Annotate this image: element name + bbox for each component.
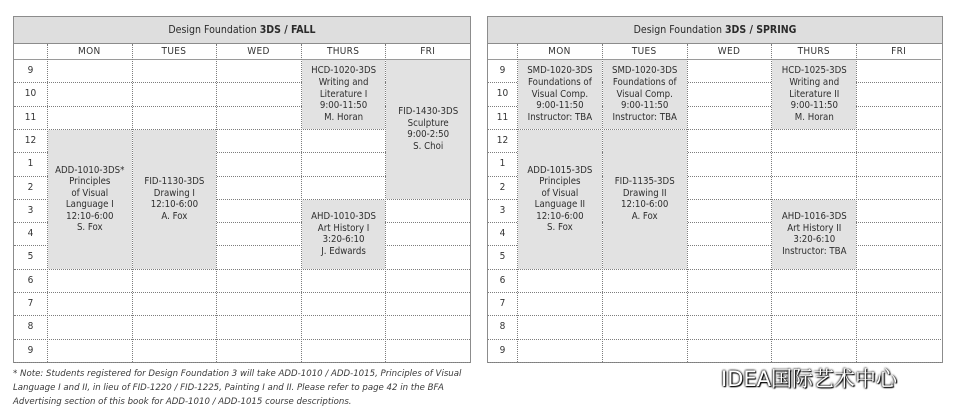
course-line: Literature II: [789, 88, 840, 100]
fall-course-text: [311, 211, 376, 257]
fall-schedule: [13, 16, 471, 363]
course-line: 9:00-2:50: [407, 129, 450, 141]
course-line: 12:10-6:00: [66, 210, 114, 222]
course-line: AHD-1016-3DS: [781, 211, 847, 223]
course-line: A. Fox: [161, 210, 188, 222]
spring-row-divider: [488, 269, 941, 270]
spring-column-divider: [856, 44, 857, 362]
course-line: Foundations of: [612, 77, 677, 89]
fall-day-header: THURS: [326, 46, 360, 57]
spring-course-block: [603, 130, 687, 269]
spring-hour-label: 7: [499, 298, 506, 309]
spring-day-header: THURS: [797, 46, 830, 57]
spring-hour-label: 3: [499, 204, 506, 216]
spring-schedule-title: Design Foundation 3DS / SPRING: [488, 17, 942, 44]
course-line: Principles: [69, 176, 111, 188]
spring-hour-label: 8: [499, 321, 506, 333]
course-line: 9:00-11:50: [319, 100, 368, 112]
spring-course-text: [782, 65, 847, 123]
fall-schedule-title: Design Foundation 3DS / FALL: [14, 17, 470, 44]
fall-row-divider: [14, 292, 470, 293]
course-line: A. Fox: [631, 210, 658, 222]
fall-day-header: FRI: [420, 46, 436, 57]
course-line: M. Horan: [324, 111, 364, 123]
fall-hour-label: 9: [27, 344, 34, 356]
course-line: HCD-1020-3DS: [311, 65, 377, 77]
course-line: 3:20-6:10: [322, 234, 365, 246]
spring-hour-label: 9: [499, 65, 506, 76]
course-line: Writing and: [789, 77, 840, 89]
course-line: Instructor: TBA: [612, 111, 677, 123]
fall-hour-label: 8: [27, 321, 34, 333]
footnote: * Note: Students registered for Design Foundation 3 will take ADD-1010 / ADD-1015, Principles of Visual Language I and II, in lieu of FID-1220 / FID-1225, Painting I and II. Please refer to page 42 in the BFA Advertising section of this book for ADD-1010 / ADD-1015 course descriptions.: [13, 369, 462, 407]
course-line: FID-1130-3DS: [144, 176, 205, 188]
course-line: Language II: [534, 199, 586, 211]
fall-column-divider: [216, 44, 217, 362]
course-line: 9:00-11:50: [621, 100, 669, 112]
spring-hour-label: 5: [499, 251, 506, 263]
course-line: SMD-1020-3DS: [612, 65, 678, 77]
fall-course-text: [144, 176, 204, 222]
course-line: S. Fox: [547, 222, 573, 234]
fall-row-divider: [14, 362, 470, 363]
fall-hour-label: 10: [24, 88, 37, 100]
spring-hour-label: 4: [499, 228, 506, 240]
course-line: Drawing I: [153, 187, 195, 199]
spring-hour-label: 11: [496, 111, 509, 123]
fall-row-divider: [14, 269, 470, 270]
spring-hour-label: 2: [499, 181, 506, 193]
course-line: Drawing II: [622, 187, 667, 199]
course-line: Principles: [539, 176, 581, 188]
course-line: of Visual: [71, 187, 109, 199]
course-line: Sculpture: [407, 117, 449, 129]
course-line: J. Edwards: [321, 245, 366, 257]
fall-hour-label: 9: [27, 65, 34, 76]
spring-course-text: [782, 211, 847, 257]
fall-hour-label: 6: [27, 274, 34, 286]
course-line: Instructor: TBA: [782, 245, 847, 257]
course-line: ADD-1015-3DS: [527, 164, 593, 176]
course-line: 12:10-6:00: [621, 199, 669, 211]
fall-row-divider: [14, 315, 470, 316]
spring-hour-label: 9: [499, 344, 506, 356]
course-line: Language I: [65, 199, 114, 211]
fall-hour-label: 3: [27, 204, 34, 216]
spring-row-divider: [488, 315, 941, 316]
spring-row-divider: [488, 292, 941, 293]
course-line: Literature I: [319, 88, 368, 100]
spring-schedule: [487, 16, 943, 363]
course-line: S. Fox: [76, 222, 103, 234]
fall-hour-label: 11: [24, 111, 37, 123]
course-line: Foundations of: [528, 77, 592, 89]
fall-course-text: [311, 65, 376, 123]
course-line: FID-1430-3DS: [398, 106, 459, 118]
course-line: Visual Comp.: [531, 88, 589, 100]
spring-course-block: [772, 60, 856, 129]
course-line: 12:10-6:00: [536, 210, 584, 222]
spring-course-text: [527, 165, 592, 235]
spring-course-block: [603, 60, 687, 129]
fall-hour-label: 12: [24, 134, 37, 146]
spring-course-block: [518, 130, 602, 269]
fall-course-block: [386, 60, 470, 199]
fall-course-block: [133, 130, 217, 269]
fall-hour-label: 7: [27, 298, 34, 309]
course-line: Visual Comp.: [616, 88, 673, 100]
fall-course-block: [48, 130, 132, 269]
course-line: FID-1135-3DS: [614, 176, 675, 188]
course-line: 9:00-11:50: [536, 100, 584, 112]
course-line: Instructor: TBA: [527, 111, 593, 123]
fall-course-block: [302, 60, 386, 129]
course-line: Art History I: [317, 222, 370, 234]
fall-schedule-grid: [14, 44, 470, 362]
fall-hour-label: 1: [27, 158, 34, 170]
course-line: S. Choi: [413, 140, 444, 152]
spring-hour-label: 6: [499, 274, 506, 286]
course-line: SMD-1020-3DS: [527, 65, 593, 77]
fall-day-header: TUES: [161, 46, 187, 57]
course-line: of Visual: [541, 187, 579, 199]
spring-course-text: [615, 176, 675, 222]
fall-row-divider: [14, 339, 470, 340]
spring-course-block: [518, 60, 602, 129]
spring-schedule-grid: [488, 44, 941, 362]
fall-day-header: MON: [78, 46, 101, 57]
spring-course-text: [527, 65, 592, 123]
spring-hour-label: 1: [499, 158, 506, 170]
spring-hour-label: 10: [496, 88, 509, 100]
course-line: AHD-1010-3DS: [311, 211, 377, 223]
fall-day-header: WED: [247, 46, 270, 57]
spring-row-divider: [488, 339, 941, 340]
spring-day-header: TUES: [631, 46, 657, 57]
course-line: 9:00-11:50: [790, 100, 838, 112]
spring-day-header: FRI: [891, 46, 907, 57]
spring-course-text: [612, 65, 677, 123]
fall-course-block: [302, 200, 386, 269]
fall-hour-label: 2: [27, 181, 34, 193]
spring-course-block: [772, 200, 856, 269]
course-line: ADD-1010-3DS*: [55, 164, 125, 176]
course-line: M. Horan: [794, 111, 834, 123]
fall-course-text: [55, 165, 124, 235]
course-line: Writing and: [318, 77, 369, 89]
fall-hour-label: 5: [27, 251, 34, 263]
fall-course-text: [398, 106, 458, 152]
spring-day-header: WED: [717, 46, 741, 57]
fall-hour-label: 4: [27, 228, 34, 240]
wechat-icon: [689, 366, 715, 390]
spring-column-divider: [687, 44, 688, 362]
course-line: 12:10-6:00: [150, 199, 199, 211]
watermark: [689, 363, 897, 393]
spring-hour-label: 12: [496, 134, 509, 146]
watermark-text: IDEA国际艺术中心: [721, 367, 897, 391]
course-line: 3:20-6:10: [793, 234, 836, 246]
spring-day-header: MON: [548, 46, 571, 57]
course-line: Art History II: [787, 222, 842, 234]
course-line: HCD-1025-3DS: [781, 65, 847, 77]
